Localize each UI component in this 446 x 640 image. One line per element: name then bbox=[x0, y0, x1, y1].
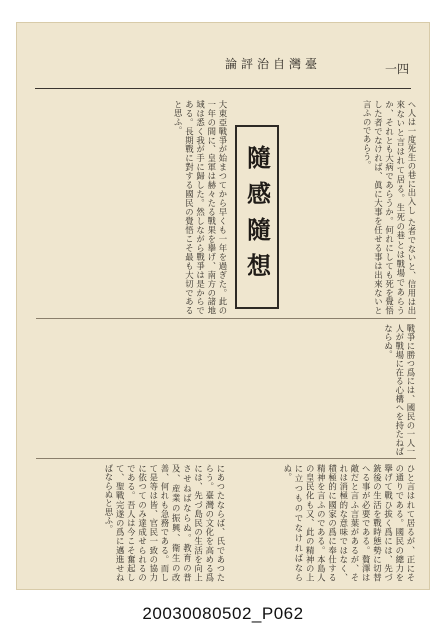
page-number: 一四 bbox=[384, 62, 409, 76]
article-title-box bbox=[235, 125, 279, 309]
header-rule bbox=[35, 88, 411, 89]
section-divider bbox=[36, 318, 416, 319]
magazine-title: 臺灣自治評論 bbox=[225, 57, 322, 71]
body-text-bottom-left: にあつたならば、氏であつたらう。臺灣の文化を高める爲には、先づ島民の生活を向上させねばならぬ。教育の普及、産業の振興、衛生の改善、何れも急務である。而して是等は皆、官民一致の協力に依つてのみ達成せられるのである。吾人は今こそ奮起して、聖戰完遂の爲に邁進せねばならぬと思ふ。 bbox=[103, 464, 226, 582]
body-text-top-right: へ人は一度死生の巷に出入し た者でないと、信用は出來ないと言はれて居る。生死の巷とは戰場であらうか、それとも大病であらうか。何れにしても死を覺悟した者でなければ、眞に大事を任せる事は出來ないと言ふのであらう。 bbox=[362, 100, 417, 315]
body-text-top-left: 大東亞戰爭が始まつてから早くも一年を過ぎた。此の一年の間に、皇軍は赫々たる戰果を擧げ、南方の諸地域は悉く我が手に歸した。然しながら戰爭は是からである。長期戰に對する國民の覺悟こそ最も大切であると思ふ。 bbox=[173, 100, 228, 315]
archive-caption: 20030080502_P062 bbox=[142, 604, 304, 623]
body-text-bottom-right: ひと言はれて居るが、正にその通りである。國民の總力を擧げて戰ひ拔く爲には、先づ銃後の生活を戰時態勢に切替へる事が必要である。贅澤は敵だと言ふ言葉があるが、それは消極的な意味ではなく、積極的に國家の爲に奉仕する精神を言ふのである。本島人の皇民化も又、此の精神の上に立つものでなければならぬ。 bbox=[282, 464, 416, 582]
section-divider-2 bbox=[36, 458, 416, 459]
article-title: 隨感隨想 bbox=[242, 145, 271, 289]
body-text-middle: 戰爭に勝つ爲には、國民の一人一人が戰場に在る心構へを持たねばならぬ。 bbox=[383, 324, 416, 456]
page-header bbox=[35, 53, 411, 89]
